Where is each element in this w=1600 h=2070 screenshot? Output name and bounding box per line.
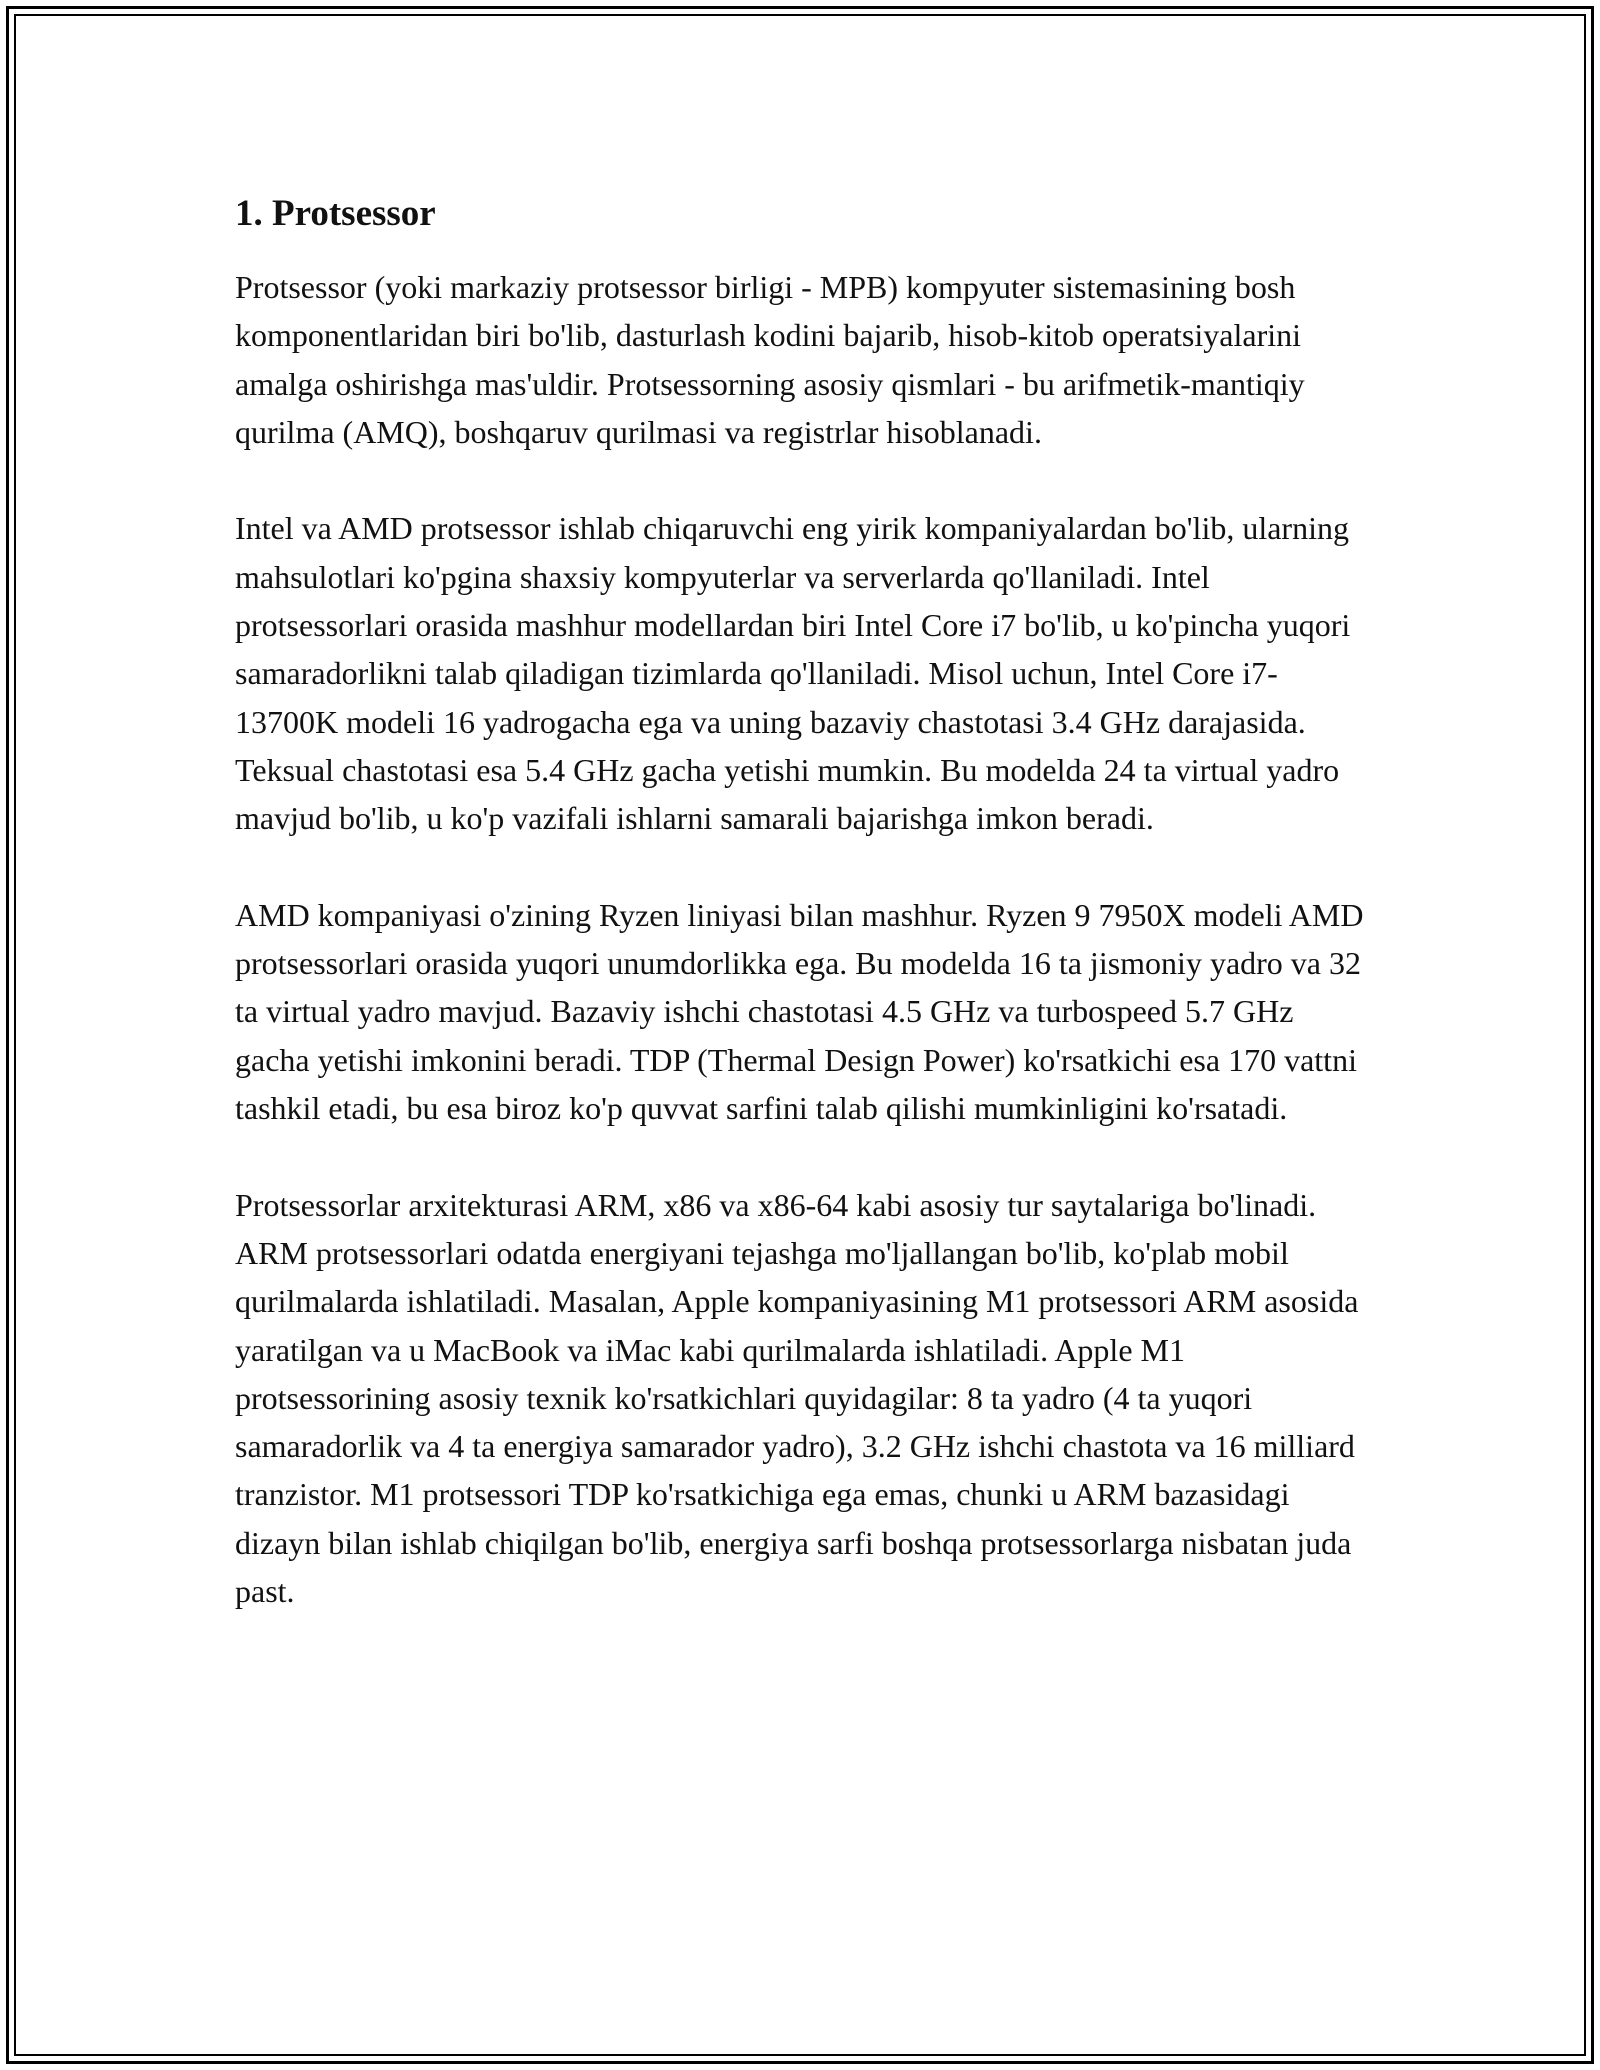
paragraph-amd: AMD kompaniyasi o'zining Ryzen liniyasi bilan mashhur. Ryzen 9 7950X modeli AMD protsessorlari orasida yuqori unumdorlikka ega. Bu modelda 16 ta jismoniy yadro va 32 ta virtual yadro mavjud. Bazaviy ishchi chastotasi 4.5 GHz va turbospeed 5.7 GHz gacha yetishi imkonini beradi. TDP (Thermal Design Power) ko'rsatkichi esa 170 vattni tashkil etadi, bu esa biroz ko'p quvvat sarfini talab qilishi mumkinligini ko'rsatadi. [235,896,1364,1127]
paragraph-intro: Protsessor (yoki markaziy protsessor birligi - MPB) kompyuter sistemasining bosh komponentlaridan biri bo'lib, dasturlash kodini bajarib, hisob-kitob operatsiyalarini amalga oshirishga mas'uldir. Protsessorning asosiy qismlari - bu arifmetik-mantiqiy qurilma (AMQ), boshqaruv qurilmasi va registrlar hisoblanadi. [235,269,1305,450]
document-body [235,190,1370,1664]
paragraph-architecture: Protsessorlar arxitekturasi ARM, x86 va x86-64 kabi asosiy tur saytalariga bo'linadi. ARM protsessorlari odatda energiyani tejashga mo'ljallangan bo'lib, ko'plab mobil qurilmalarda ishlatiladi. Masalan, Apple kompaniyasining M1 protsessori ARM asosida yaratilgan va u MacBook va iMac kabi qurilmalarda ishlatiladi. Apple M1 protsessorining asosiy texnik ko'rsatkichlari quyidagilar: 8 ta yadro (4 ta yuqori samaradorlik va 4 ta energiya samarador yadro), 3.2 GHz ishchi chastota va 16 milliard tranzistor. M1 protsessori TDP ko'rsatkichiga ega emas, chunki u ARM bazasidagi dizayn bilan ishlab chiqilgan bo'lib, energiya sarfi boshqa protsessorlarga nisbatan juda past. [235,1186,1359,1610]
paragraph-intel: Intel va AMD protsessor ishlab chiqaruvchi eng yirik kompaniyalardan bo'lib, ularning mahsulotlari ko'pgina shaxsiy kompyuterlar va serverlarda qo'llaniladi. Intel protsessorlari orasida mashhur modellardan biri Intel Core i7 bo'lib, u ko'pincha yuqori samaradorlikni talab qiladigan tizimlarda qo'llaniladi. Misol uchun, Intel Core i7-13700K modeli 16 yadrogacha ega va uning bazaviy chastotasi 3.4 GHz darajasida. Teksual chastotasi esa 5.4 GHz gacha yetishi mumkin. Bu modelda 24 ta virtual yadro mavjud bo'lib, u ko'p vazifali ishlarni samarali bajarishga imkon beradi. [235,510,1351,837]
section-heading: 1. Protsessor [235,193,436,234]
